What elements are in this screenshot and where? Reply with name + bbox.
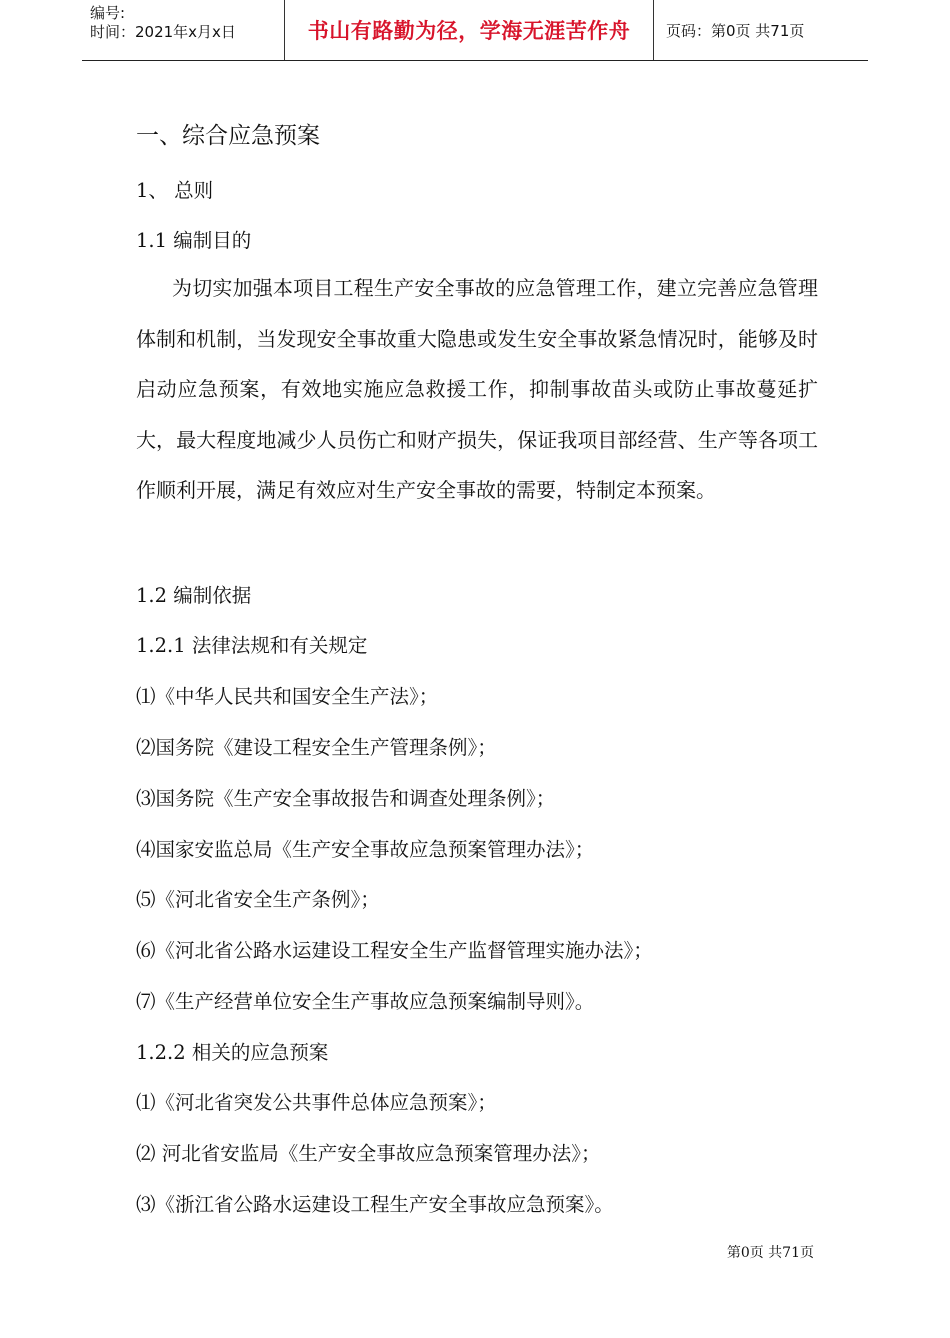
heading-1-2-2: 1.2.2 相关的应急预案 <box>136 1041 329 1064</box>
document-time: 时间：2021年x月x日 <box>90 23 236 41</box>
header-page-info-cell <box>654 0 868 60</box>
page-footer: 第0页 共71页 <box>726 1245 814 1261</box>
header-meta <box>82 0 284 60</box>
chapter-heading: 1、 总则 <box>136 179 214 202</box>
section-title: 一、综合应急预案 <box>136 123 320 149</box>
law-item: ⑶国务院《生产安全事故报告和调查处理条例》； <box>136 787 556 810</box>
law-item: ⑷国家安监总局《生产安全事故应急预案管理办法》； <box>136 838 595 861</box>
heading-1-2: 1.2 编制依据 <box>136 584 252 607</box>
plan-item: ⑴《河北省突发公共事件总体应急预案》； <box>136 1091 497 1114</box>
law-item: ⑵国务院《建设工程安全生产管理条例》； <box>136 736 497 759</box>
header-page-info: 页码：第0页 共71页 <box>666 21 805 40</box>
law-item: ⑹《河北省公路水运建设工程安全生产监督管理实施办法》； <box>136 939 653 962</box>
page-header <box>82 0 868 61</box>
document-number-label: 编号: <box>90 4 126 22</box>
header-motto: 书山有路勤为径，学海无涯苦作舟 <box>307 19 631 43</box>
plan-item: ⑶《浙江省公路水运建设工程生产安全事故应急预案》。 <box>136 1193 614 1216</box>
law-item: ⑺《生产经营单位安全生产事故应急预案编制导则》。 <box>136 990 595 1013</box>
heading-1-1: 1.1 编制目的 <box>136 229 252 252</box>
law-item: ⑴《中华人民共和国安全生产法》； <box>136 685 439 708</box>
plan-item: ⑵ 河北省安监局《生产安全事故应急预案管理办法》； <box>136 1142 601 1165</box>
law-item: ⑸《河北省安全生产条例》； <box>136 888 380 911</box>
header-motto-cell <box>284 0 654 60</box>
purpose-paragraph: 为切实加强本项目工程生产安全事故的应急管理工作，建立完善应急管理体制和机制，当发现安全事故重大隐患或发生安全事故紧急情况时，能够及时启动应急预案，有效地实施应急救援工作，抑制事故苗头或防止事故蔓延扩大，最大程度地减少人员伤亡和财产损失，保证我项目部经营、生产等各项工作顺利开展，满足有效应对生产安全事故的需要，特制定本预案。 <box>136 276 818 503</box>
heading-1-2-1: 1.2.1 法律法规和有关规定 <box>136 634 368 657</box>
